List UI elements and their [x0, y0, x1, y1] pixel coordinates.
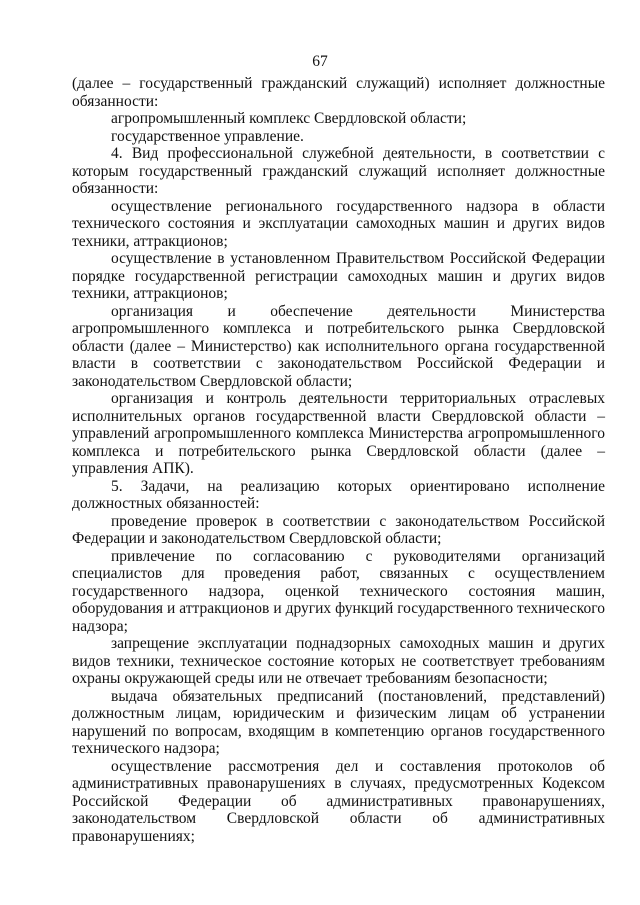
paragraph-item: выдача обязательных предписаний (постановлений, представлений) должностным лицам, юридическим и физическим лицам об устранении нарушений по вопросам, входящим в компетенцию органов государственного технического надзора;: [72, 687, 605, 757]
paragraph-continuation: (далее – государственный гражданский служащий) исполняет должностные обязанности:: [72, 75, 605, 110]
paragraph-item: привлечение по согласованию с руководителями организаций специалистов для проведения работ, связанных с осуществлением государственного надзора, оценкой технического состояния машин, оборудования и аттракционов и других функций государственного технического надзора;: [72, 547, 605, 635]
paragraph-item: осуществление в установленном Правительством Российской Федерации порядке государственной регистрации самоходных машин и других видов техники, аттракционов;: [72, 250, 605, 302]
paragraph-item: осуществление регионального государственного надзора в области технического состояния и эксплуатации самоходных машин и других видов техники, аттракционов;: [72, 197, 605, 250]
paragraph-item: проведение проверок в соответствии с законодательством Российской Федерации и законодательством Свердловской области;: [72, 512, 605, 547]
page-number: 67: [312, 53, 328, 70]
paragraph-item: агропромышленный комплекс Свердловской области;: [111, 110, 467, 127]
document-body: [72, 75, 605, 845]
paragraph-item: государственное управление.: [111, 127, 304, 145]
paragraph-item: запрещение эксплуатации поднадзорных самоходных машин и других видов техники, техническое состояние которых не соответствует требованиям охраны окружающей среды или не отвечает требованиям безопасности;: [72, 635, 605, 687]
section-4-heading: 4. Вид профессиональной служебной деятельности, в соответствии с которым государственный гражданский служащий исполняет должностные обязанности:: [72, 145, 605, 197]
paragraph-item: осуществление рассмотрения дел и составления протоколов об административных правонарушениях в случаях, предусмотренных Кодексом Российской Федерации об административных правонарушениях, законодательством Свердловской области об административных правонарушениях;: [72, 757, 605, 845]
paragraph-item: организация и контроль деятельности территориальных отраслевых исполнительных органов государственной власти Свердловской области – управлений агропромышленного комплекса Министерства агропромышленного комплекса и потребительского рынка Свердловской области (далее – управления АПК).: [72, 390, 605, 477]
section-5-heading: 5. Задачи, на реализацию которых ориентировано исполнение должностных обязанностей:: [72, 477, 605, 512]
paragraph-item: организация и обеспечение деятельности Министерства агропромышленного комплекса и потребительского рынка Свердловской области (далее – Министерство) как исполнительного органа государственной власти в соответствии с законодательством Российской Федерации и законодательством Свердловской области;: [72, 302, 605, 390]
